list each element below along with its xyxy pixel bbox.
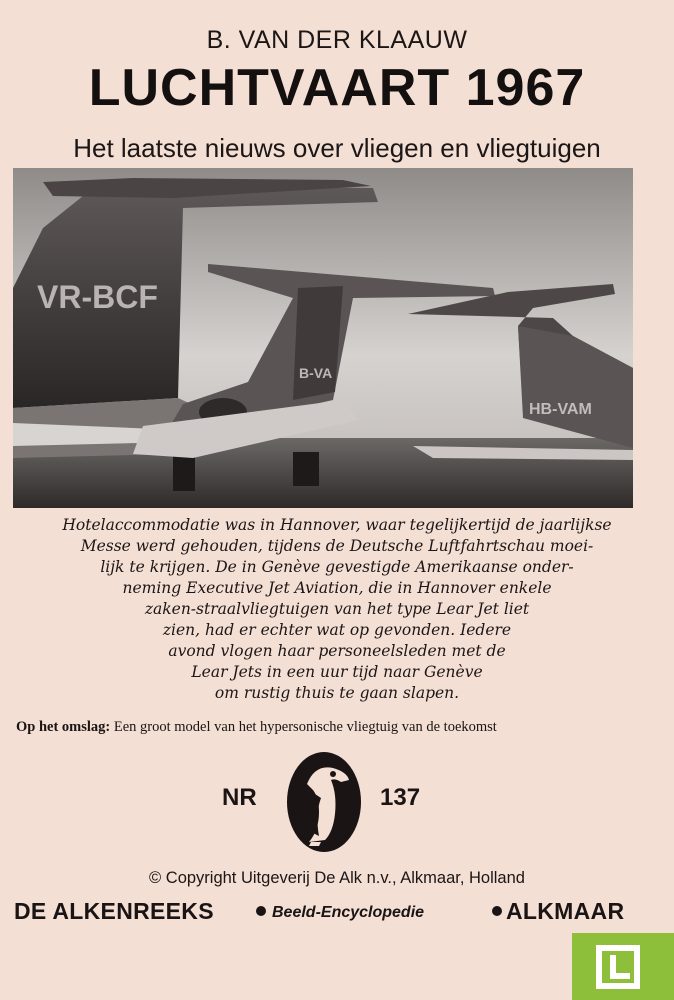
book-subtitle: Het laatste nieuws over vliegen en vliegtuigen [73,133,601,163]
issue-label: NR [222,784,257,811]
caption-line: Hotelaccommodatie was in Hannover, waar tegelijkertijd de jaarlijkse [62,516,612,534]
bullet-icon [492,906,502,916]
caption-line: Messe werd gehouden, tijdens de Deutsche Luftfahrtschau moei- [80,537,594,555]
caption-line: neming Executive Jet Aviation, die in Hannover enkele [122,579,552,597]
registration-left: VR-BCF [37,279,158,315]
cover-note [16,719,666,736]
caption-line: om rustig thuis te gaan slapen. [214,684,460,702]
copyright-notice: © Copyright Uitgeverij De Alk n.v., Alkmaar, Holland [149,869,525,887]
caption-line: zaken-straalvliegtuigen van het type Lear Jet liet [144,600,530,618]
series-name: DE ALKENREEKS [14,898,214,924]
registration-right: HB-VAM [529,401,592,418]
caption-line: lijk te krijgen. De in Genève gevestigde Amerikaanse onder- [100,558,574,576]
issue-row [0,750,674,860]
cover-note-text: Een groot model van het hypersonische vliegtuig van de toekomst [113,719,497,735]
book-title: LUCHTVAART 1967 [88,59,586,117]
penguin-logo-icon [285,750,363,854]
cover-note-label: Op het omslag: [16,719,111,735]
photo-caption [10,515,664,704]
caption-line: Lear Jets in een uur tijd naar Genève [191,663,483,681]
series-line [14,896,660,930]
registration-middle: B-VA [299,365,333,381]
caption-line: zien, had er echter wat op gevonden. Iedere [162,621,512,639]
author-name: B. VAN DER KLAAUW [206,26,468,54]
series-subtitle: Beeld-Encyclopedie [272,904,425,921]
aircraft-photo [13,168,633,508]
lear-jet-tails-illustration [13,168,633,508]
issue-number: 137 [380,784,421,811]
series-city: ALKMAAR [506,898,625,924]
site-watermark-icon [572,933,674,1000]
bullet-icon [256,906,266,916]
caption-line: avond vlogen haar personeelsleden met de [168,642,506,660]
